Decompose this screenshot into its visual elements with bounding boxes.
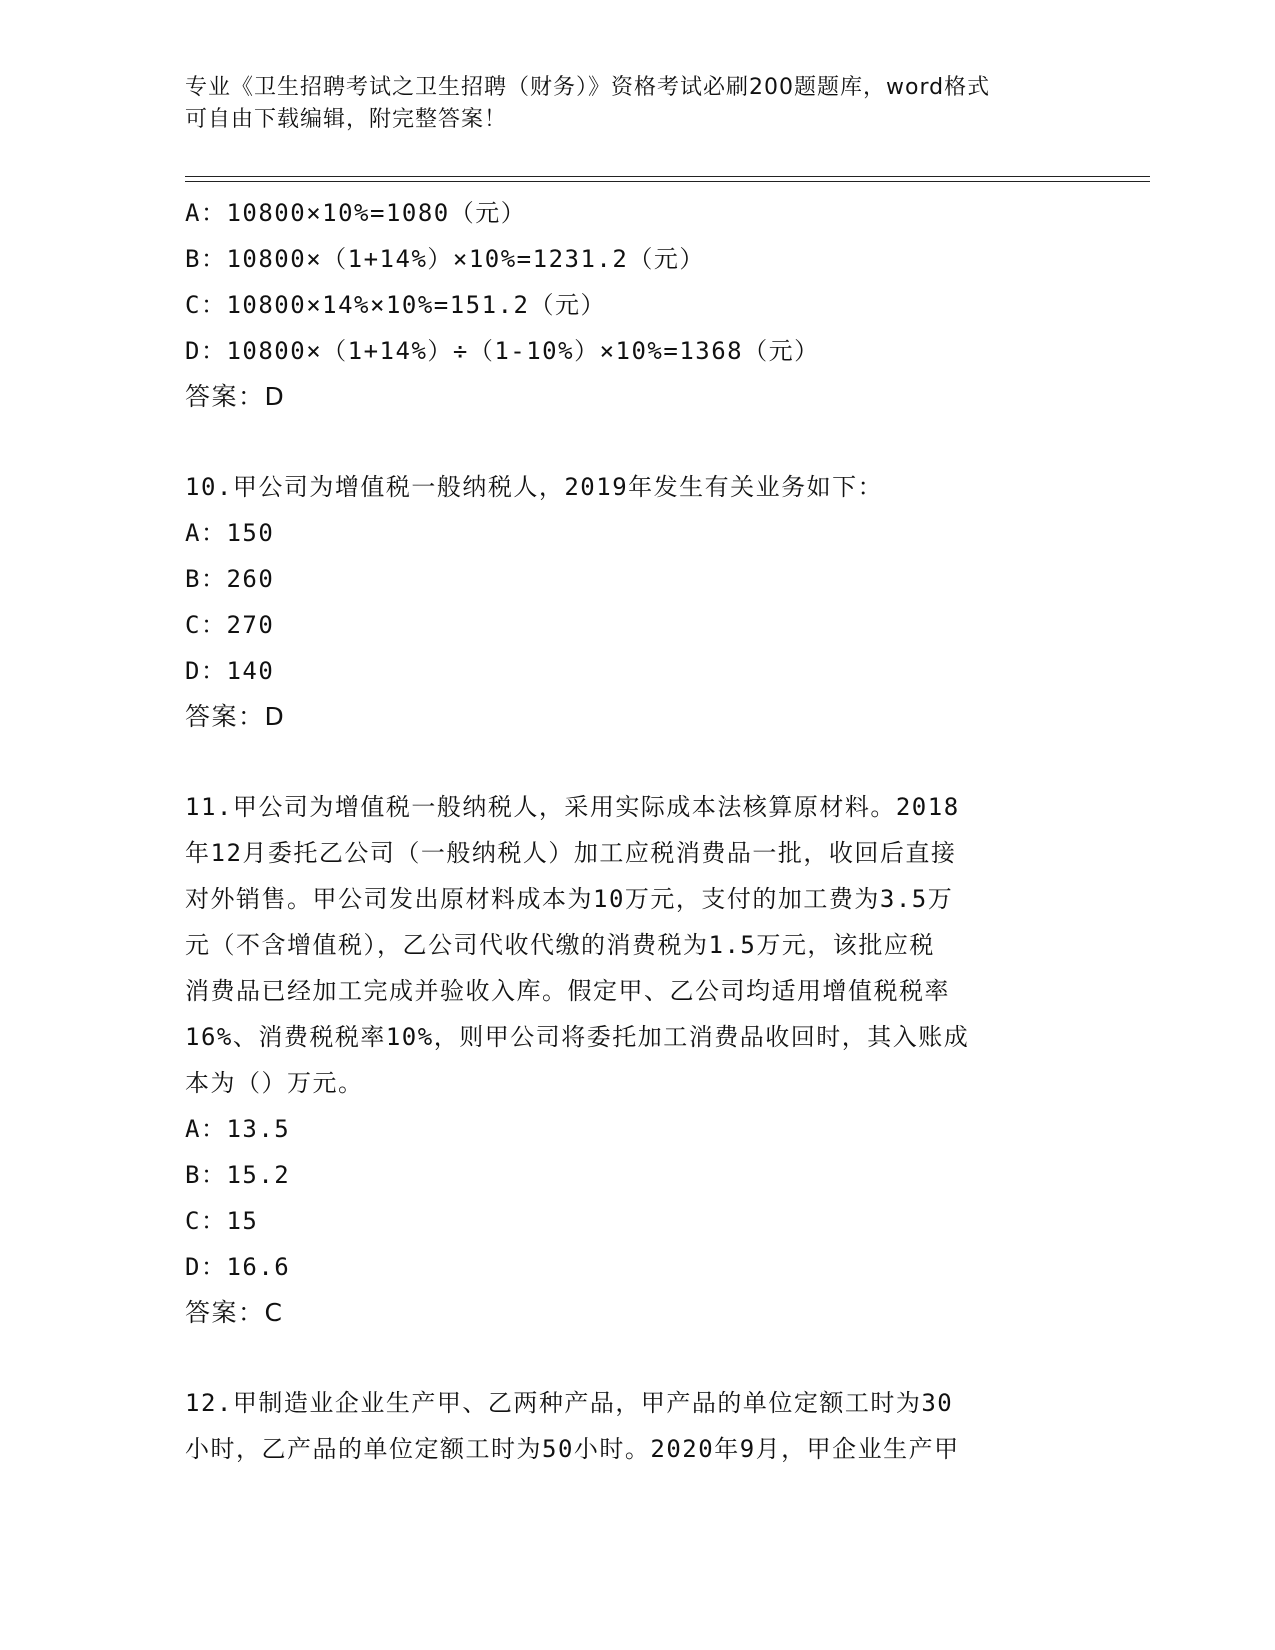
question-stem-line: 11.甲公司为增值税一般纳税人，采用实际成本法核算原材料。2018 bbox=[185, 793, 960, 821]
option-c: C：270 bbox=[185, 611, 275, 639]
question-12 bbox=[185, 1380, 1085, 1472]
option-a: A：13.5 bbox=[185, 1115, 291, 1143]
option-c: C：10800×14%×10%=151.2（元） bbox=[185, 291, 606, 319]
question-9-options bbox=[185, 190, 1085, 420]
question-10 bbox=[185, 464, 1085, 740]
spacer bbox=[185, 1336, 1085, 1380]
header-line-1: 专业《卫生招聘考试之卫生招聘（财务）》资格考试必刷200题题库，word格式 bbox=[185, 75, 991, 100]
option-b: B：260 bbox=[185, 565, 275, 593]
answer-line: 答案：D bbox=[185, 382, 286, 411]
option-c: C：15 bbox=[185, 1207, 259, 1235]
question-11 bbox=[185, 784, 1085, 1336]
answer-line: 答案：D bbox=[185, 702, 286, 731]
question-stem-line: 对外销售。甲公司发出原材料成本为10万元，支付的加工费为3.5万 bbox=[185, 885, 954, 913]
option-b: B：15.2 bbox=[185, 1161, 291, 1189]
header-divider-bottom bbox=[185, 181, 1150, 182]
option-d: D：16.6 bbox=[185, 1253, 291, 1281]
question-stem-line: 年12月委托乙公司（一般纳税人）加工应税消费品一批，收回后直接 bbox=[185, 839, 957, 867]
question-stem-line: 16%、消费税税率10%，则甲公司将委托加工消费品收回时，其入账成 bbox=[185, 1023, 970, 1051]
header-line-2: 可自由下载编辑，附完整答案！ bbox=[185, 107, 508, 132]
option-b: B：10800×（1+14%）×10%=1231.2（元） bbox=[185, 245, 705, 273]
question-stem-line: 消费品已经加工完成并验收入库。假定甲、乙公司均适用增值税税率 bbox=[185, 977, 950, 1005]
question-stem-line: 元（不含增值税），乙公司代收代缴的消费税为1.5万元，该批应税 bbox=[185, 931, 935, 959]
document-body bbox=[185, 190, 1085, 1472]
question-stem-line: 小时，乙产品的单位定额工时为50小时。2020年9月，甲企业生产甲 bbox=[185, 1435, 960, 1463]
option-a: A：10800×10%=1080（元） bbox=[185, 199, 527, 227]
option-d: D：140 bbox=[185, 657, 275, 685]
question-stem-line: 12.甲制造业企业生产甲、乙两种产品，甲产品的单位定额工时为30 bbox=[185, 1389, 954, 1417]
spacer bbox=[185, 740, 1085, 784]
header-divider-top bbox=[185, 176, 1150, 177]
answer-line: 答案：C bbox=[185, 1298, 284, 1327]
option-d: D：10800×（1+14%）÷（1-10%）×10%=1368（元） bbox=[185, 337, 820, 365]
spacer bbox=[185, 420, 1085, 464]
question-stem: 10.甲公司为增值税一般纳税人，2019年发生有关业务如下： bbox=[185, 473, 884, 501]
document-header bbox=[185, 72, 1085, 136]
question-stem-line: 本为（）万元。 bbox=[185, 1069, 364, 1097]
option-a: A：150 bbox=[185, 519, 275, 547]
